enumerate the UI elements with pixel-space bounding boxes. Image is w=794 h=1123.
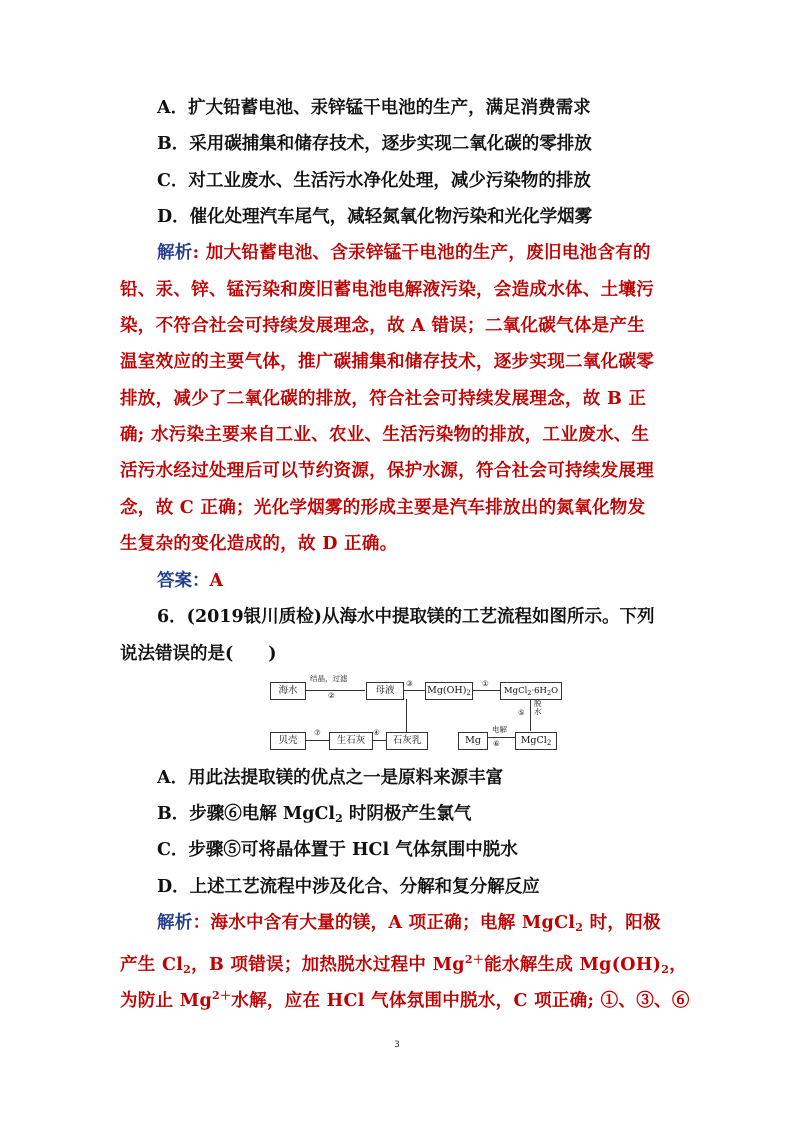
option-d: D．催化处理汽车尾气，减轻氮氧化物污染和光化学烟雾	[157, 207, 593, 227]
q6-analysis-line-2: 产生 $Cl_2$，B 项错误；加热脱水过程中 $Mg^{2+}$能水解生成 $Mg(OH)_2$，	[120, 953, 688, 976]
box-mgcl2: MgCl$_2$	[515, 732, 557, 750]
analysis-line-9: 生复杂的变化造成的，故 D 正确。	[120, 534, 398, 554]
analysis-line-5: 排放，减少了二氧化碳的排放，符合社会可持续发展理念，故 B 正	[120, 389, 647, 409]
arrow-mother-mgoh2	[403, 690, 425, 691]
arrow-mgoh2-hydrate	[472, 690, 500, 691]
analysis-label: 解析	[157, 243, 193, 263]
option-a: A．扩大铅蓄电池、汞锌锰干电池的生产，满足消费需求	[157, 98, 591, 118]
analysis-line-3: 染，不符合社会可持续发展理念，故 A 错误；二氧化碳气体是产生	[120, 316, 646, 336]
box-mother-liquor: 母液	[366, 682, 404, 700]
question-6-line-2: 说法错误的是( )	[120, 644, 277, 664]
option-c: C．对工业废水、生活污水净化处理，减少污染物的排放	[157, 171, 591, 191]
question-6-line-1: 6．(2019银川质检)从海水中提取镁的工艺流程如图所示。下列	[157, 607, 655, 627]
arrow-hydrate-mgcl2	[530, 699, 531, 731]
box-mgcl2-hydrate: $MgCl_2\cdot 6H_2O$	[500, 682, 562, 700]
label-electrolysis: 电解	[492, 725, 507, 734]
analysis-line-7: 活污水经过处理后可以节约资源，保护水源，符合社会可持续发展理	[120, 461, 654, 481]
label-step-3: ③	[406, 679, 413, 688]
label-step-2: ②	[328, 691, 335, 700]
label-step-1: ①	[482, 679, 489, 688]
box-seawater: 海水	[270, 682, 306, 700]
q6-option-c: C．步骤⑤可将晶体置于 HCl 气体氛围中脱水	[157, 840, 518, 860]
arrow-slaked-to-step3	[406, 699, 407, 732]
box-slaked-lime: 石灰乳	[386, 732, 428, 750]
arrow-seawater-mother	[305, 690, 365, 691]
box-mg: Mg	[458, 732, 488, 750]
page-number: 3	[394, 1040, 400, 1050]
arrow-mgcl2-mg	[487, 737, 515, 738]
label-step-7: ⑦	[314, 728, 321, 737]
q6-option-d: D．上述工艺流程中涉及化合、分解和复分解反应	[157, 877, 540, 897]
box-shell: 贝壳	[270, 732, 306, 750]
q6-analysis-label: 解析	[157, 913, 193, 933]
label-crystallize-filter: 结晶，过滤	[310, 674, 348, 683]
arrow-quicklime-slaked	[372, 740, 386, 741]
q6-option-b: B．步骤⑥电解 MgCl$_2$ 时阴极产生氯气	[157, 804, 472, 825]
box-mgoh2: $Mg(OH)_2$	[425, 682, 473, 700]
box-quicklime: 生石灰	[329, 732, 373, 750]
analysis-line-6: 确; 水污染主要来自工业、农业、生活污染物的排放，工业废水、生	[120, 425, 650, 445]
q6-analysis-line-3: 为防止 $Mg^{2+}$水解，应在 HCl 气体氛围中脱水，C 项正确; ①、③、⑥	[120, 989, 690, 1011]
analysis-line-8: 念，故 C 正确；光化学烟雾的形成主要是汽车排放出的氮氧化物发	[120, 498, 646, 518]
label-step-5: ⑤	[518, 708, 525, 717]
analysis-line-1: 解析: 加大铅蓄电池、含汞锌锰干电池的生产，废旧电池含有的	[157, 243, 651, 263]
flow-diagram	[262, 672, 562, 756]
q6-option-a: A．用此法提取镁的优点之一是原料来源丰富	[157, 768, 504, 788]
option-b: B．采用碳捕集和储存技术，逐步实现二氧化碳的零排放	[157, 134, 592, 154]
analysis-line-4: 温室效应的主要气体，推广碳捕集和储存技术，逐步实现二氧化碳零	[120, 352, 654, 372]
label-step-6: ⑥	[493, 739, 500, 748]
label-step-4: ④	[373, 728, 380, 737]
q6-analysis-line-1: 解析：海水中含有大量的镁，A 项正确；电解 MgCl$_2$ 时，阳极	[157, 913, 661, 934]
answer: 答案：A	[157, 571, 224, 591]
label-dehydrate: 脱 水	[534, 699, 542, 716]
arrow-shell-quicklime	[305, 740, 329, 741]
analysis-line-2: 铅、汞、锌、锰污染和废旧蓄电池电解液污染，会造成水体、土壤污	[120, 280, 654, 300]
